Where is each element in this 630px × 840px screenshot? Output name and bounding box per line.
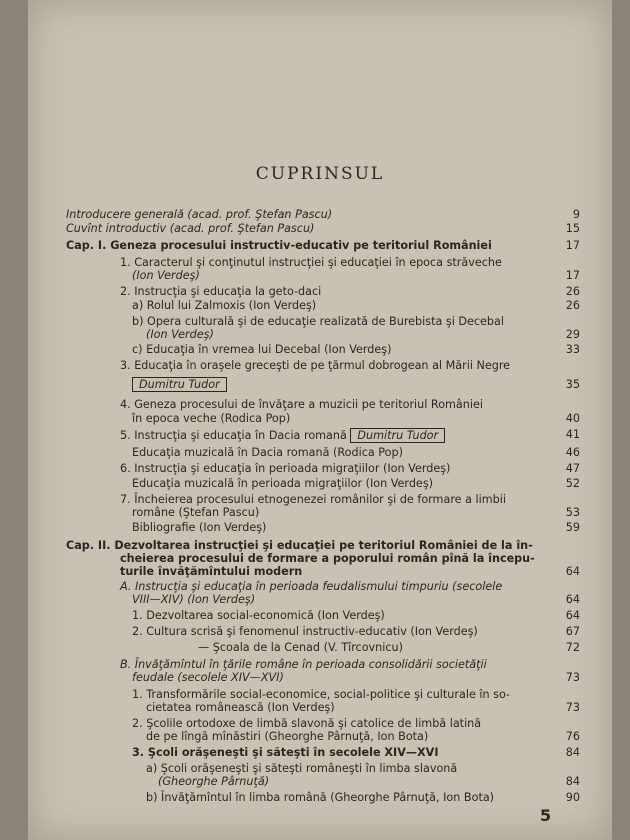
toc-entry: 7. Încheierea procesului etnogenezei românilor şi de formare a limbii bbox=[120, 493, 506, 506]
toc-entry: VIII—XIV) (Ion Verdeş) bbox=[132, 593, 256, 606]
toc-entry: b) Opera culturală şi de educaţie realizată de Burebista şi Decebal bbox=[132, 315, 504, 328]
toc-entry: 2. Cultura scrisă şi fenomenul instructiv-educativ (Ion Verdeş) bbox=[132, 625, 478, 638]
toc-chapter-2: Cap. II. Dezvoltarea instrucţiei şi educaţiei pe teritoriul României de la în- bbox=[66, 539, 533, 552]
toc-page: 29 bbox=[565, 328, 580, 341]
toc-page: 15 bbox=[565, 222, 580, 235]
toc-entry: de pe lîngă mînăstiri (Gheorghe Pârnuţă, Ion Bota) bbox=[146, 730, 429, 743]
toc-page: 59 bbox=[565, 521, 580, 534]
toc-entry-text: 5. Instrucţia şi educaţia în Dacia romană bbox=[120, 429, 347, 442]
toc-entry: c) Educaţia în vremea lui Decebal (Ion Verdeş) bbox=[132, 343, 392, 356]
toc-page: 90 bbox=[565, 791, 580, 804]
toc-section-a: A. Instrucţia şi educaţia în perioada feudalismului timpuriu (secolele bbox=[120, 580, 503, 593]
toc-page: 67 bbox=[565, 625, 580, 638]
toc-page: 40 bbox=[565, 412, 580, 425]
toc-page: 35 bbox=[565, 378, 580, 391]
toc-page: 73 bbox=[565, 701, 580, 714]
table-of-contents bbox=[28, 0, 612, 840]
toc-page: 26 bbox=[565, 299, 580, 312]
toc-page: 17 bbox=[565, 239, 580, 252]
toc-chapter-2-cont: turile învăţămîntului modern bbox=[120, 565, 303, 578]
toc-entry-introducere: Introducere generală (acad. prof. Ştefan Pascu) bbox=[66, 208, 333, 221]
toc-page: 72 bbox=[565, 641, 580, 654]
toc-page: 76 bbox=[565, 730, 580, 743]
author-box: Dumitru Tudor bbox=[350, 428, 445, 443]
toc-entry: 2. Instrucţia şi educaţia la geto-daci bbox=[120, 285, 322, 298]
toc-entry: b) Învăţămîntul în limba română (Gheorghe Pârnuţă, Ion Bota) bbox=[146, 791, 495, 804]
toc-entry bbox=[120, 428, 445, 443]
toc-entry: — Şcoala de la Cenad (V. Tîrcovnicu) bbox=[198, 641, 403, 654]
toc-page: 33 bbox=[565, 343, 580, 356]
toc-entry: 1. Dezvoltarea social-economică (Ion Verdeş) bbox=[132, 609, 385, 622]
toc-page: 64 bbox=[565, 565, 580, 578]
toc-page: 73 bbox=[565, 671, 580, 684]
toc-entry: (Gheorghe Pârnuţă) bbox=[158, 775, 270, 788]
toc-entry: române (Ştefan Pascu) bbox=[132, 506, 260, 519]
toc-page: 53 bbox=[565, 506, 580, 519]
toc-entry: în epoca veche (Rodica Pop) bbox=[132, 412, 291, 425]
toc-chapter-2-cont: cheierea procesului de formare a poporului român pînă la începu- bbox=[120, 552, 535, 565]
author-box: Dumitru Tudor bbox=[132, 377, 227, 392]
toc-entry: 1. Transformările social-economice, social-politice şi culturale în so- bbox=[132, 688, 511, 701]
toc-entry: 1. Caracterul şi conţinutul instrucţiei şi educaţiei în epoca străveche bbox=[120, 256, 502, 269]
toc-section-b: B. Învăţămîntul în ţările române în perioada consolidării societăţii bbox=[120, 658, 487, 671]
toc-entry: cietatea românească (Ion Verdeş) bbox=[146, 701, 335, 714]
toc-page: 17 bbox=[565, 269, 580, 282]
toc-page: 52 bbox=[565, 477, 580, 490]
toc-entry: 3. Educaţia în oraşele greceşti de pe ţărmul dobrogean al Mării Negre bbox=[120, 359, 511, 372]
toc-entry: a) Rolul lui Zalmoxis (Ion Verdeş) bbox=[132, 299, 317, 312]
toc-page: 84 bbox=[565, 746, 580, 759]
toc-page: 64 bbox=[565, 593, 580, 606]
toc-page: 26 bbox=[565, 285, 580, 298]
book-page bbox=[28, 0, 612, 840]
toc-entry: 4. Geneza procesului de învăţare a muzicii pe teritoriul României bbox=[120, 398, 483, 411]
toc-entry: 6. Instrucţia şi educaţia în perioada migraţiilor (Ion Verdeş) bbox=[120, 462, 451, 475]
toc-entry: 3. Şcoli orăşeneşti şi săteşti în secolele XIV—XVI bbox=[132, 746, 439, 759]
toc-page: 47 bbox=[565, 462, 580, 475]
page-number: 5 bbox=[540, 806, 552, 825]
toc-page: 41 bbox=[565, 428, 580, 441]
toc-entry: a) Şcoli orăşeneşti şi săteşti româneşti în limba slavonă bbox=[146, 762, 458, 775]
toc-entry-author-box bbox=[132, 377, 227, 392]
toc-entry: Educaţia muzicală în Dacia romană (Rodica Pop) bbox=[132, 446, 403, 459]
toc-chapter-1: Cap. I. Geneza procesului instructiv-educativ pe teritoriul României bbox=[66, 239, 492, 252]
toc-page: 9 bbox=[572, 208, 580, 221]
toc-page: 46 bbox=[565, 446, 580, 459]
toc-entry: 2. Şcolile ortodoxe de limbă slavonă şi catolice de limbă latină bbox=[132, 717, 482, 730]
toc-page: 84 bbox=[565, 775, 580, 788]
toc-entry: (Ion Verdeş) bbox=[132, 269, 200, 282]
toc-entry: (Ion Verdeş) bbox=[146, 328, 214, 341]
toc-page: 64 bbox=[565, 609, 580, 622]
toc-entry: Bibliografie (Ion Verdeş) bbox=[132, 521, 267, 534]
toc-entry: feudale (secolele XIV—XVI) bbox=[132, 671, 284, 684]
page-title: CUPRINSUL bbox=[255, 164, 385, 184]
toc-entry: Educaţia muzicală în perioada migraţiilor (Ion Verdeş) bbox=[132, 477, 434, 490]
toc-entry-cuvint: Cuvînt introductiv (acad. prof. Ştefan Pascu) bbox=[66, 222, 315, 235]
